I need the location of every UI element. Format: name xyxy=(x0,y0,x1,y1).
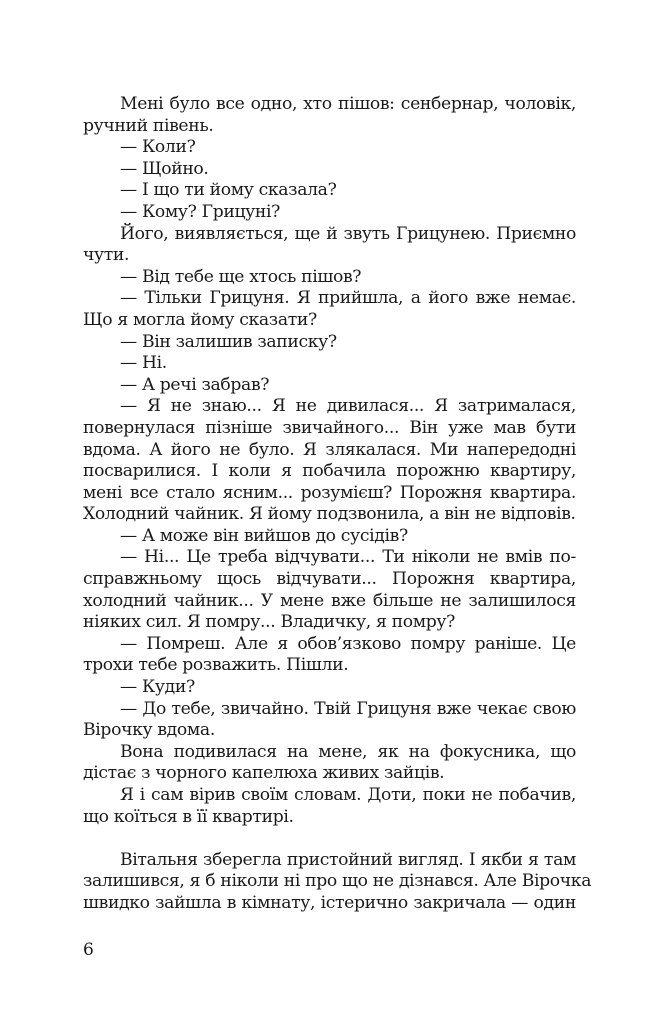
text-line: Мені було все одно, хто пішов: сенбернар, чоловік, xyxy=(120,94,576,114)
text-line: — А речі забрав? xyxy=(120,374,270,395)
text-line: Я і сам вірив своїм словам. Доти, поки не побачив, xyxy=(120,785,576,805)
text-line: — Ні... Це треба відчувати... Ти ніколи не вмів по- xyxy=(120,547,576,568)
text-line: — І що ти йому сказала? xyxy=(120,180,337,201)
text-line: залишився, я б ніколи ні про що не дізнався. Але Вірочка xyxy=(83,871,592,892)
text-line: повернулася пізніше звичайного... Він уже мав бути xyxy=(83,417,576,438)
text-line: — Куди? xyxy=(120,677,195,698)
text-line: швидко зайшла в кімнату, істерично закричала — один xyxy=(83,892,576,913)
text-line: посварилися. І коли я побачила порожню квартиру, xyxy=(83,461,576,482)
text-line: Холодний чайник. Я йому подзвонила, а він не відповів. xyxy=(83,504,576,525)
text-line: — До тебе, звичайно. Твій Грицуня вже чекає свою xyxy=(120,698,576,719)
text-line: — Він залишив записку? xyxy=(120,331,337,352)
text-line: — Я не знаю... Я не дивилася... Я затрималася, xyxy=(120,396,576,417)
text-line: холодний чайник... У мене вже більше не залишилося xyxy=(83,590,576,611)
text-line: трохи тебе розважить. Пішли. xyxy=(83,655,349,676)
text-line: Його, виявляється, ще й звуть Грицунею. Приємно xyxy=(120,223,576,244)
text-line: — Кому? Грицуні? xyxy=(120,201,281,222)
text-line: Що я могла йому сказати? xyxy=(83,309,317,330)
text-line: чути. xyxy=(83,245,130,266)
text-line: справжньому щось відчувати... Порожня квартира, xyxy=(83,569,576,590)
text-line: ручний півень. xyxy=(83,115,214,136)
text-line: — Від тебе ще хтось пішов? xyxy=(120,266,362,287)
section-break xyxy=(83,828,576,850)
text-line: — Ні. xyxy=(120,353,167,374)
text-line: — Помреш. Але я обов’язково помру раніше. Це xyxy=(120,633,576,654)
text-line: — Коли? xyxy=(120,137,196,158)
text-line: дістає з чорного капелюха живих зайців. xyxy=(83,763,445,784)
text-line: — Щойно. xyxy=(120,158,209,179)
page-body xyxy=(83,94,592,915)
text-line: ніяких сил. Я помру... Владичку, я помру? xyxy=(83,612,455,633)
page-number: 6 xyxy=(83,940,94,960)
text-line: що коїться в її квартирі. xyxy=(83,806,294,827)
text-line: мені все стало ясним... розумієш? Порожня квартира. xyxy=(83,482,576,503)
text-line: Вітальня зберегла пристойний вигляд. І якби я там xyxy=(120,849,576,870)
text-line: Вірочку вдома. xyxy=(83,720,215,741)
text-line: Вона подивилася на мене, як на фокусника, що xyxy=(120,741,576,762)
text-line: вдома. А його не було. Я злякалася. Ми напередодні xyxy=(83,439,576,460)
text-line: — Тільки Грицуня. Я прийшла, а його вже немає. xyxy=(120,288,576,309)
text-line: — А може він вийшов до сусідів? xyxy=(120,525,408,546)
